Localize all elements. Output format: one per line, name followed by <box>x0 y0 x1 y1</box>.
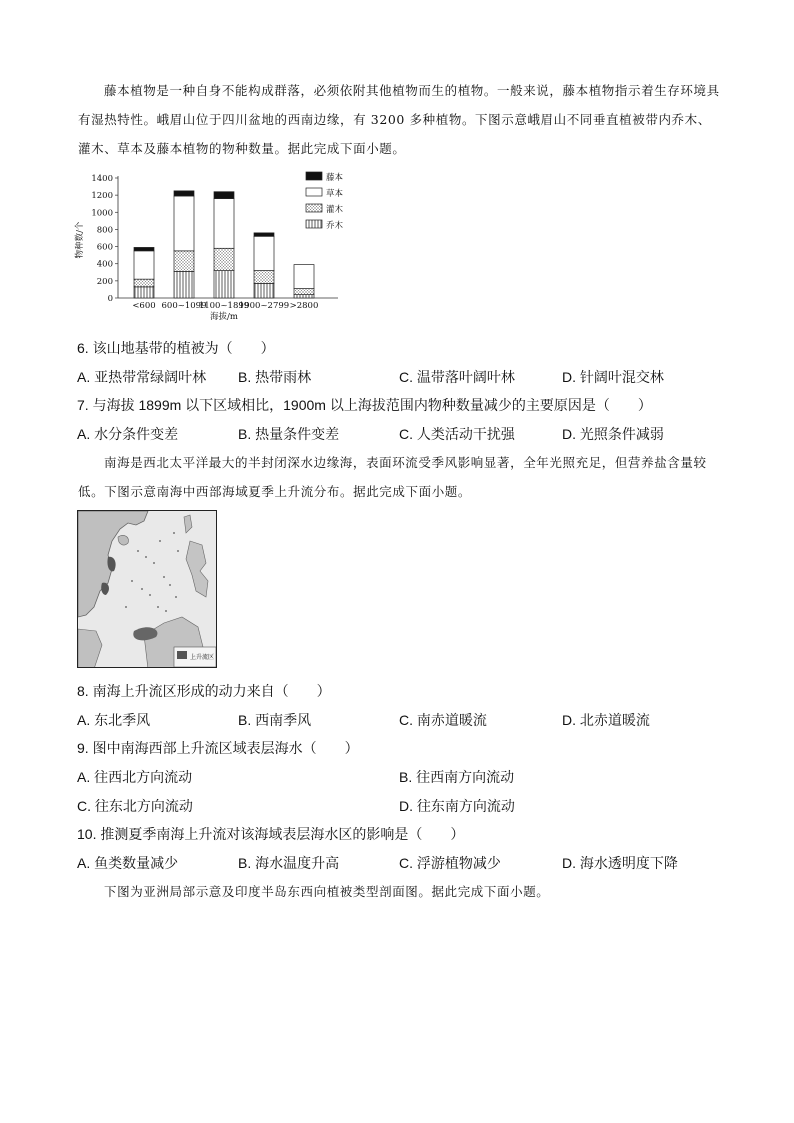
y-tick-label: 1000 <box>91 208 113 219</box>
q9-option-a[interactable]: A. 往西北方向流动 <box>77 769 193 785</box>
q8-option-b[interactable]: B. 西南季风 <box>238 712 312 728</box>
y-axis-label: 物种数/个 <box>75 221 85 259</box>
bar-segment-灌木 <box>214 248 234 270</box>
bar-segment-草本 <box>214 199 234 249</box>
q7-option-a[interactable]: A. 水分条件变差 <box>77 426 179 442</box>
intro-text-3: 下图为亚洲局部示意及印度半岛东西向植被类型剖面图。据此完成下面小题。 <box>104 884 550 899</box>
q7-option-b[interactable]: B. 热量条件变差 <box>238 426 340 442</box>
intro-paragraph-2 <box>78 448 720 506</box>
legend-swatch-灌木 <box>306 204 322 212</box>
x-tick-label: <600 <box>132 301 156 311</box>
question-7-stem: 7. 与海拔 1899m 以下区域相比，1900m 以上海拔范围内物种数量减少的主要原因是（ ） <box>77 397 652 413</box>
bar-segment-灌木 <box>254 271 274 284</box>
q10-option-b[interactable]: B. 海水温度升高 <box>238 855 340 871</box>
q8-option-c[interactable]: C. 南赤道暖流 <box>399 712 487 728</box>
y-tick-label: 200 <box>96 276 113 287</box>
legend-swatch-草本 <box>306 188 322 196</box>
question-8-stem: 8. 南海上升流区形成的动力来自（ ） <box>77 683 331 699</box>
x-axis-label: 海拔/m <box>210 312 238 322</box>
bar-segment-灌木 <box>174 251 194 272</box>
q10-option-d[interactable]: D. 海水透明度下降 <box>562 855 678 871</box>
q7-option-d[interactable]: D. 光照条件减弱 <box>562 426 664 442</box>
q10-option-c[interactable]: C. 浮游植物减少 <box>399 855 501 871</box>
legend-label-藤本: 藤本 <box>326 173 344 183</box>
q6-option-c[interactable]: C. 温带落叶阔叶林 <box>399 369 515 385</box>
q8-option-a[interactable]: A. 东北季风 <box>77 712 151 728</box>
intro-text-2: 南海是西北太平洋最大的半封闭深水边缘海，表面环流受季风影响显著，全年光照充足，但营养盐含量较低。下图示意南海中西部海域夏季上升流分布。据此完成下面小题。 <box>78 455 707 499</box>
q7-option-c[interactable]: C. 人类活动干扰强 <box>399 426 515 442</box>
map-legend-swatch <box>177 651 187 659</box>
species-stacked-bar-chart <box>74 168 374 323</box>
q10-option-a[interactable]: A. 鱼类数量减少 <box>77 855 179 871</box>
bar-segment-藤本 <box>214 192 234 199</box>
legend-label-灌木: 灌木 <box>326 205 344 215</box>
y-tick-label: 800 <box>96 225 113 236</box>
q6-option-b[interactable]: B. 热带雨林 <box>238 369 312 385</box>
question-6-stem: 6. 该山地基带的植被为（ ） <box>77 340 275 356</box>
y-tick-label: 1200 <box>91 191 113 202</box>
y-tick-label: 0 <box>107 294 113 304</box>
legend-label-草本: 草本 <box>326 189 344 199</box>
bar-segment-藤本 <box>174 191 194 196</box>
x-tick-label: 1900~2799 <box>238 301 290 311</box>
bar-segment-乔木 <box>174 271 194 298</box>
question-10-stem: 10. 推测夏季南海上升流对该海域表层海水区的影响是（ ） <box>77 826 465 842</box>
q9-option-b[interactable]: B. 往西南方向流动 <box>399 769 515 785</box>
bar-segment-乔木 <box>254 283 274 298</box>
intro-paragraph-1 <box>78 76 720 163</box>
y-tick-label: 400 <box>96 259 113 270</box>
q6-option-a[interactable]: A. 亚热带常绿阔叶林 <box>77 369 207 385</box>
bar-segment-草本 <box>174 196 194 251</box>
x-tick-label: >2800 <box>289 301 319 311</box>
q8-option-d[interactable]: D. 北赤道暖流 <box>562 712 650 728</box>
bar-segment-乔木 <box>134 287 154 298</box>
q6-option-d[interactable]: D. 针阔叶混交林 <box>562 369 664 385</box>
y-tick-label: 600 <box>96 242 113 253</box>
bar-segment-灌木 <box>294 289 314 295</box>
legend-swatch-藤本 <box>306 172 322 180</box>
bar-segment-草本 <box>134 251 154 279</box>
bar-segment-藤本 <box>254 233 274 236</box>
south-china-sea-map <box>77 510 217 668</box>
bar-segment-藤本 <box>134 247 154 250</box>
map-legend-label: 上升流区 <box>190 654 215 661</box>
legend-swatch-乔木 <box>306 220 322 228</box>
map-drawing <box>78 511 217 668</box>
x-tick-label: 600~1099 <box>161 301 207 311</box>
bar-segment-草本 <box>294 265 314 289</box>
q9-option-d[interactable]: D. 往东南方向流动 <box>399 798 515 814</box>
legend-label-乔木: 乔木 <box>326 221 344 231</box>
question-9-stem: 9. 图中南海西部上升流区域表层海水（ ） <box>77 740 359 756</box>
q9-option-c[interactable]: C. 往东北方向流动 <box>77 798 193 814</box>
x-tick-label: 1100~1899 <box>198 301 250 311</box>
bar-segment-乔木 <box>214 271 234 298</box>
intro-text-1: 藤本植物是一种自身不能构成群落，必须依附其他植物而生的植物。一般来说，藤本植物指示着生存环境具有湿热特性。峨眉山位于四川盆地的西南边缘，有 3200 多种植物。下图示意峨眉山不同垂直植被带内乔木、灌木、草本及藤本植物的物种数量。据此完成下面小题。 <box>78 83 720 156</box>
bar-segment-草本 <box>254 236 274 270</box>
bar-segment-乔木 <box>294 295 314 298</box>
bar-segment-灌木 <box>134 279 154 287</box>
intro-paragraph-3 <box>78 877 720 906</box>
y-tick-label: 1400 <box>91 174 113 184</box>
